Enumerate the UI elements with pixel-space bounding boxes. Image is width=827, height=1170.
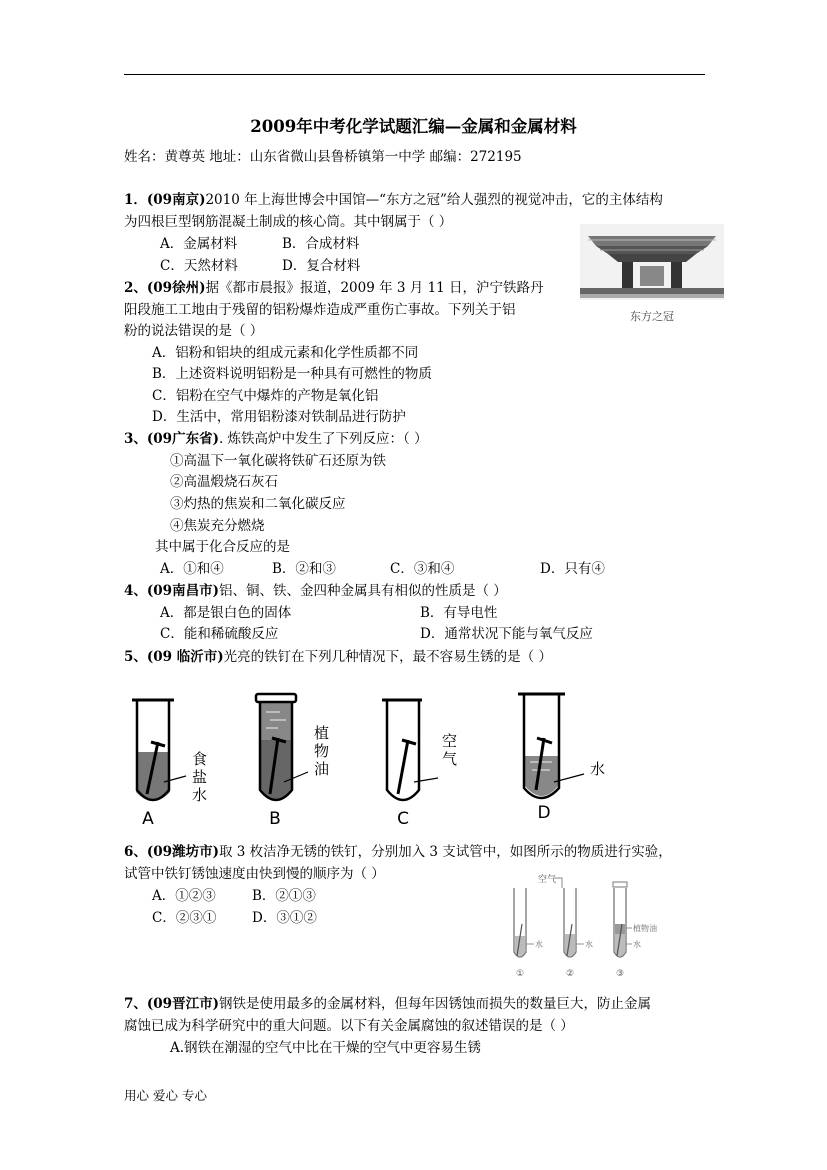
q3-item-2: ②高温煅烧石灰石	[170, 474, 278, 490]
tube-b-label-2: 物	[314, 742, 330, 760]
question-1-text: 2010 年上海世博会中国馆—“东方之冠”给人强烈的视觉冲击，它的主体结构	[205, 192, 663, 208]
q1-option-c: C．天然材料	[160, 258, 238, 274]
question-2-text: 据《都市晨报》报道，2009 年 3 月 11 日，沪宁铁路丹	[205, 280, 544, 296]
question-3	[124, 427, 428, 447]
q4-option-a: A．都是银白色的固体	[160, 605, 292, 621]
q3-stem: 其中属于化合反应的是	[155, 539, 290, 555]
question-6-source: 6、(09潍坊市)	[124, 844, 219, 860]
q4-option-b: B．有导电性	[420, 605, 498, 621]
header-rule	[124, 74, 705, 75]
q1-option-b: B．合成材料	[282, 236, 360, 252]
q2-option-d: D．生活中，常用铝粉漆对铁制品进行防护	[152, 409, 406, 425]
tube-d	[518, 694, 605, 823]
question-2-source: 2、(09徐州)	[124, 280, 206, 296]
question-3-source: 3、(09广东省)	[124, 431, 219, 447]
q3-item-3: ③灼热的焦炭和二氧化碳反应	[170, 496, 346, 512]
question-1	[124, 188, 663, 208]
image-caption: 东方之冠	[630, 310, 674, 323]
question-5	[124, 645, 552, 665]
question-5-source: 5、(09 临沂市)	[124, 649, 224, 665]
tube-2-number: ②	[565, 969, 575, 978]
author-line: 姓名：黄尊英 地址：山东省微山县鲁桥镇第一中学 邮编：272195	[124, 149, 522, 165]
tube-b-label-3: 油	[314, 760, 330, 778]
q3-option-d: D．只有④	[540, 561, 605, 577]
water-label-1: 水	[535, 940, 543, 949]
q2-option-c: C．铝粉在空气中爆炸的产物是氧化铝	[152, 388, 379, 404]
china-pavilion-image	[578, 222, 726, 326]
test-tube-figure	[120, 686, 640, 826]
oil-label: 植物油	[633, 924, 657, 933]
question-3-text: . 炼铁高炉中发生了下列反应：（ ）	[218, 431, 428, 447]
tube-c-label-1: 空	[442, 732, 458, 750]
rust-experiment-figure	[500, 868, 680, 978]
q3-option-b: B．②和③	[272, 561, 336, 577]
page-title: 2009年中考化学试题汇编—金属和金属材料	[250, 117, 577, 136]
q6-option-d: D．③①②	[252, 910, 317, 926]
tube-d-label: 水	[590, 760, 606, 778]
question-7-text: 钢铁是使用最多的金属材料，但每年因锈蚀而损失的数量巨大，防止金属	[218, 996, 651, 1012]
q6-option-a: A．①②③	[152, 888, 216, 904]
water-label-3: 水	[633, 940, 641, 949]
page-footer: 用心 爱心 专心	[124, 1088, 207, 1103]
q1-option-d: D．复合材料	[282, 258, 361, 274]
tube-a	[132, 700, 207, 826]
air-label: 空气	[538, 875, 557, 885]
tube-a-label-1: 食	[192, 750, 208, 768]
question-6	[124, 840, 672, 860]
question-6-text: 取 3 枚洁净无锈的铁钉，分别加入 3 支试管中，如图所示的物质进行实验，	[218, 844, 672, 860]
question-2-line2: 阳段施工工地由于残留的铝粉爆炸造成严重伤亡事故。下列关于铝	[124, 302, 516, 318]
tube-c-letter: C	[397, 809, 409, 826]
q2-option-a: A．铝粉和铝块的组成元素和化学性质都不同	[152, 345, 419, 361]
water-label-2: 水	[585, 940, 593, 949]
question-4-source: 4、(09南昌市)	[124, 583, 219, 599]
question-1-line2: 为四根巨型钢筋混凝土制成的核心筒。其中钢属于（ ）	[124, 214, 453, 230]
question-6-line2: 试管中铁钉锈蚀速度由快到慢的顺序为（ ）	[124, 866, 385, 882]
tube-a-letter: A	[142, 809, 154, 826]
question-1-source: 1．(09南京)	[124, 192, 206, 208]
question-2	[124, 276, 544, 296]
question-4-text: 铝、铜、铁、金四种金属具有相似的性质是（ ）	[218, 583, 507, 599]
tube-3-number: ③	[615, 969, 625, 978]
tube-a-label-2: 盐	[192, 768, 208, 786]
q3-item-4: ④焦炭充分燃烧	[170, 518, 265, 534]
q3-item-1: ①高温下一氧化碳将铁矿石还原为铁	[170, 453, 386, 469]
q3-option-a: A．①和④	[160, 561, 224, 577]
tube-a-label-3: 水	[192, 786, 208, 804]
tube-b	[256, 694, 329, 826]
question-4	[124, 579, 507, 599]
q7-option-a: A.钢铁在潮湿的空气中比在干燥的空气中更容易生锈	[170, 1040, 482, 1056]
q4-option-c: C．能和稀硫酸反应	[160, 626, 279, 642]
tube-c	[382, 700, 457, 826]
q6-option-b: B．②①③	[252, 888, 316, 904]
q2-option-b: B．上述资料说明铝粉是一种具有可燃性的物质	[152, 366, 432, 382]
tube-b-label-1: 植	[314, 724, 330, 742]
question-2-line3: 粉的说法错误的是（ ）	[124, 323, 264, 339]
q1-option-a: A．金属材料	[160, 236, 238, 252]
tube-b-letter: B	[269, 809, 281, 826]
question-5-text: 光亮的铁钉在下列几种情况下，最不容易生锈的是（ ）	[223, 649, 552, 665]
question-7-line2: 腐蚀已成为科学研究中的重大问题。以下有关金属腐蚀的叙述错误的是（ ）	[124, 1018, 574, 1034]
q4-option-d: D．通常状况下能与氧气反应	[420, 626, 593, 642]
question-7	[124, 992, 651, 1012]
tube-d-letter: D	[537, 803, 551, 823]
tube-1-number: ①	[515, 969, 525, 978]
q6-option-c: C．②③①	[152, 910, 217, 926]
q3-option-c: C．③和④	[390, 561, 455, 577]
tube-c-label-2: 气	[442, 750, 458, 768]
question-7-source: 7、(09晋江市)	[124, 996, 219, 1012]
